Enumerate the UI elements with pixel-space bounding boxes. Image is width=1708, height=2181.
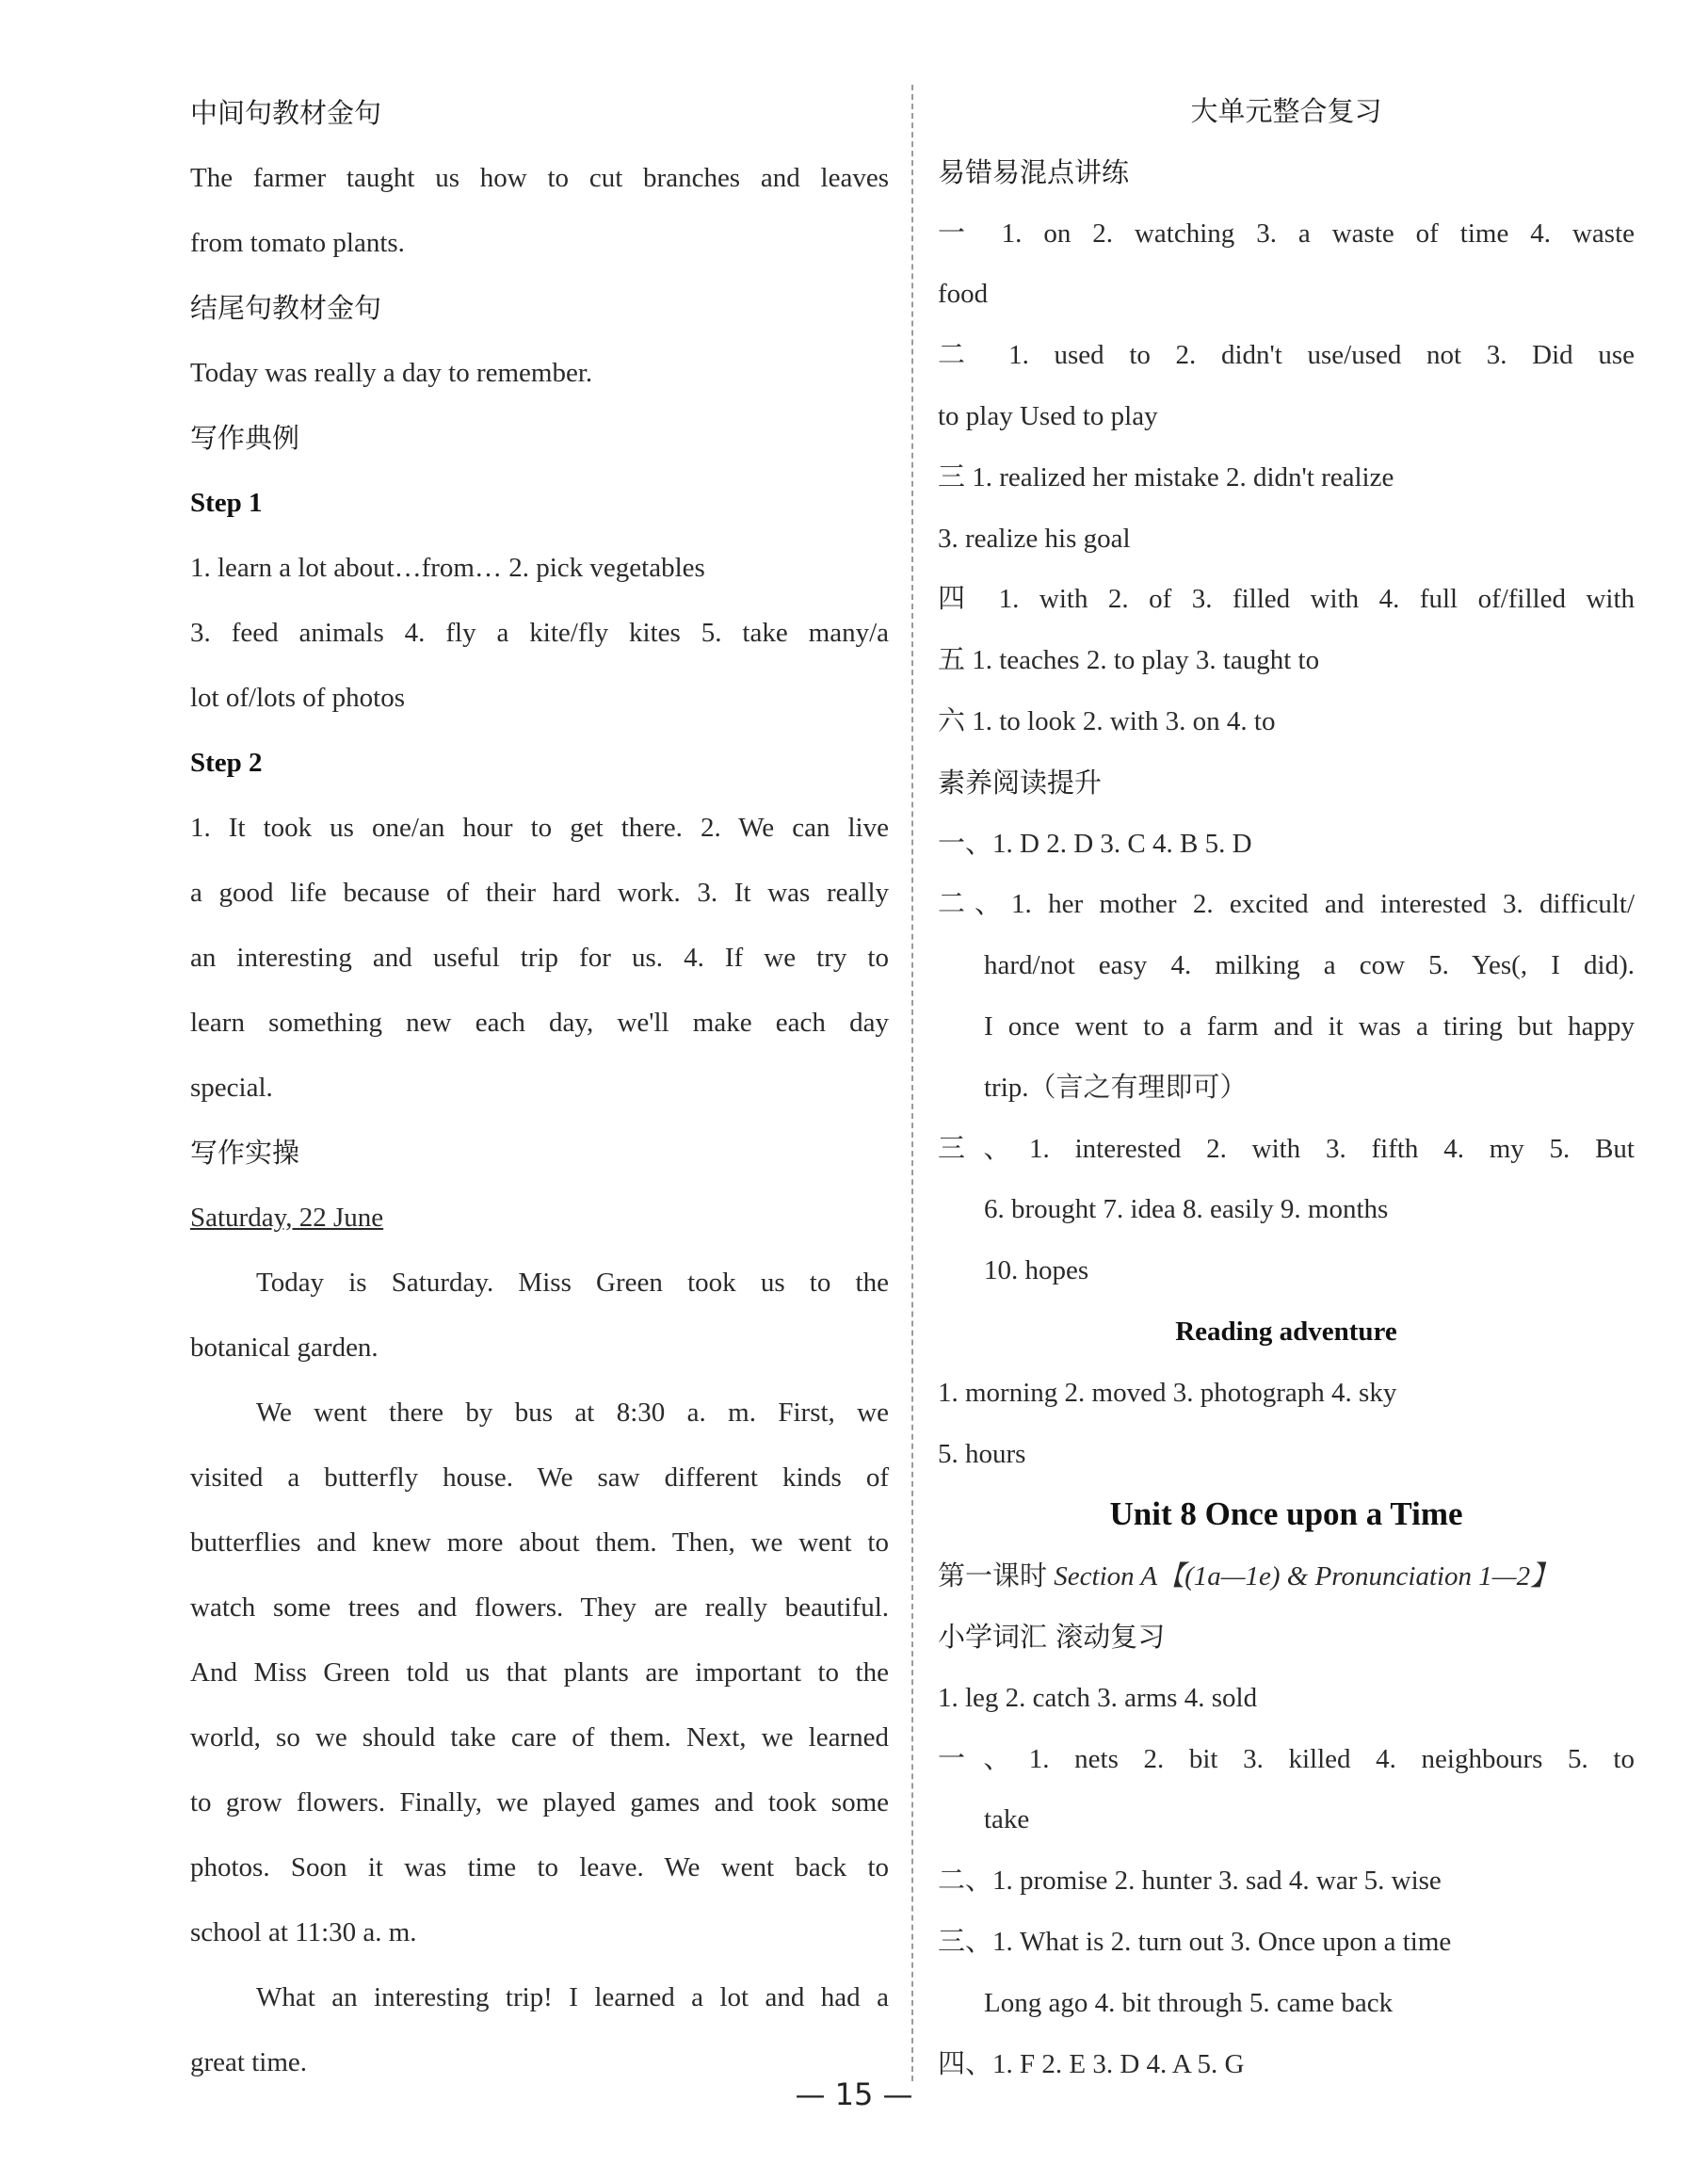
answer-line: a good life because of their hard work. 3. It was really xyxy=(190,878,889,908)
section-heading: 小学词汇 滚动复习 xyxy=(938,1620,1166,1653)
text-line: from tomato plants. xyxy=(190,228,405,258)
answer-line: 三 1. realized her mistake 2. didn't realize xyxy=(938,461,1394,493)
answer-line: 二 1. used to 2. didn't use/used not 3. Did use xyxy=(938,340,1635,371)
answer-line: take xyxy=(984,1804,1030,1835)
answer-line: learn something new each day, we'll make each day xyxy=(190,1008,889,1038)
answer-line: 三、1. What is 2. turn out 3. Once upon a time xyxy=(938,1926,1452,1957)
answer-line: special. xyxy=(190,1073,273,1103)
step-heading: Step 1 xyxy=(190,488,263,518)
essay-line: photos. Soon it was time to leave. We went back to xyxy=(190,1852,889,1882)
answer-line: 五 1. teaches 2. to play 3. taught to xyxy=(938,645,1320,676)
answer-line: 六 1. to look 2. with 3. on 4. to xyxy=(938,705,1276,736)
essay-line: visited a butterfly house. We saw different kinds of xyxy=(190,1462,889,1493)
answer-line: 三、1. interested 2. with 3. fifth 4. my 5. But xyxy=(938,1133,1635,1164)
lesson-section: Section A【(1a—1e) & Pronunciation 1—2】 xyxy=(1054,1561,1558,1592)
section-heading: 中间句教材金句 xyxy=(190,97,382,129)
section-heading: 写作典例 xyxy=(190,422,300,454)
step-heading: Step 2 xyxy=(190,748,263,778)
answer-line: an interesting and useful trip for us. 4. If we try to xyxy=(190,943,889,973)
essay-line: watch some trees and flowers. They are really beautiful. xyxy=(190,1592,889,1623)
section-heading: 易错易混点讲练 xyxy=(938,155,1130,188)
answer-line: food xyxy=(938,279,989,310)
answer-line: 1. learn a lot about…from… 2. pick vegetables xyxy=(190,553,705,583)
essay-line: And Miss Green told us that plants are important to the xyxy=(190,1657,889,1688)
left-column xyxy=(190,81,889,2095)
section-heading: 素养阅读提升 xyxy=(938,766,1103,799)
answer-line: to play Used to play xyxy=(938,400,1158,431)
text-line: Today was really a day to remember. xyxy=(190,358,593,388)
answer-line: 四 1. with 2. of 3. filled with 4. full of/filled with xyxy=(938,584,1635,615)
essay-line: butterflies and knew more about them. Then, we went to xyxy=(190,1527,889,1558)
answer-line: 6. brought 7. idea 8. easily 9. months xyxy=(984,1194,1389,1225)
answer-line: 1. morning 2. moved 3. photograph 4. sky xyxy=(938,1377,1397,1408)
essay-line: great time. xyxy=(190,2047,308,2077)
essay-line: We went there by bus at 8:30 a. m. First, we xyxy=(256,1397,889,1428)
unit-title: Unit 8 Once upon a Time xyxy=(1109,1495,1463,1533)
essay-date: Saturday, 22 June xyxy=(190,1203,384,1233)
answer-line: Long ago 4. bit through 5. came back xyxy=(984,1987,1394,2018)
essay-line: What an interesting trip! I learned a lot and had a xyxy=(256,1982,889,2012)
answer-line: hard/not easy 4. milking a cow 5. Yes(, I did). xyxy=(984,950,1635,981)
text-line: The farmer taught us how to cut branches and leaves xyxy=(190,163,889,193)
section-title: Reading adventure xyxy=(1175,1316,1397,1347)
answer-line: 1. leg 2. catch 3. arms 4. sold xyxy=(938,1682,1258,1713)
right-column xyxy=(938,81,1635,2094)
column-divider xyxy=(911,85,913,2081)
answer-line: 3. realize his goal xyxy=(938,523,1131,554)
answer-line: 1. It took us one/an hour to get there. 2. We can live xyxy=(190,813,889,843)
essay-line: Today is Saturday. Miss Green took us to the xyxy=(256,1268,889,1298)
answer-line: 四、1. F 2. E 3. D 4. A 5. G xyxy=(938,2048,1245,2079)
answer-line: trip.（言之有理即可） xyxy=(984,1072,1248,1103)
page-number: — 15 — xyxy=(795,2076,913,2112)
lesson-label: 第一课时 xyxy=(938,1559,1048,1592)
answer-line: 10. hopes xyxy=(984,1255,1089,1286)
answer-line: I once went to a farm and it was a tiring but happy xyxy=(984,1010,1635,1042)
answer-line: 二、1. her mother 2. excited and interested 3. difficult/ xyxy=(938,889,1635,920)
answer-line: 5. hours xyxy=(938,1438,1026,1469)
lesson-heading xyxy=(938,1545,1635,1607)
section-heading: 结尾句教材金句 xyxy=(190,292,382,324)
essay-line: botanical garden. xyxy=(190,1333,379,1363)
section-title: 大单元整合复习 xyxy=(1190,95,1382,127)
answer-line: 3. feed animals 4. fly a kite/fly kites 5. take many/a xyxy=(190,618,889,648)
answer-line: lot of/lots of photos xyxy=(190,683,405,713)
essay-line: to grow flowers. Finally, we played games and took some xyxy=(190,1787,889,1818)
section-heading: 写作实操 xyxy=(190,1137,300,1169)
essay-line: world, so we should take care of them. Next, we learned xyxy=(190,1722,889,1753)
answer-line: 一 1. on 2. watching 3. a waste of time 4. waste xyxy=(938,218,1635,249)
answer-line: 二、1. promise 2. hunter 3. sad 4. war 5. wise xyxy=(938,1866,1442,1897)
answer-line: 一、1. D 2. D 3. C 4. B 5. D xyxy=(938,828,1252,859)
essay-line: school at 11:30 a. m. xyxy=(190,1917,417,1947)
answer-line: 一、1. nets 2. bit 3. killed 4. neighbours 5. to xyxy=(938,1743,1635,1774)
